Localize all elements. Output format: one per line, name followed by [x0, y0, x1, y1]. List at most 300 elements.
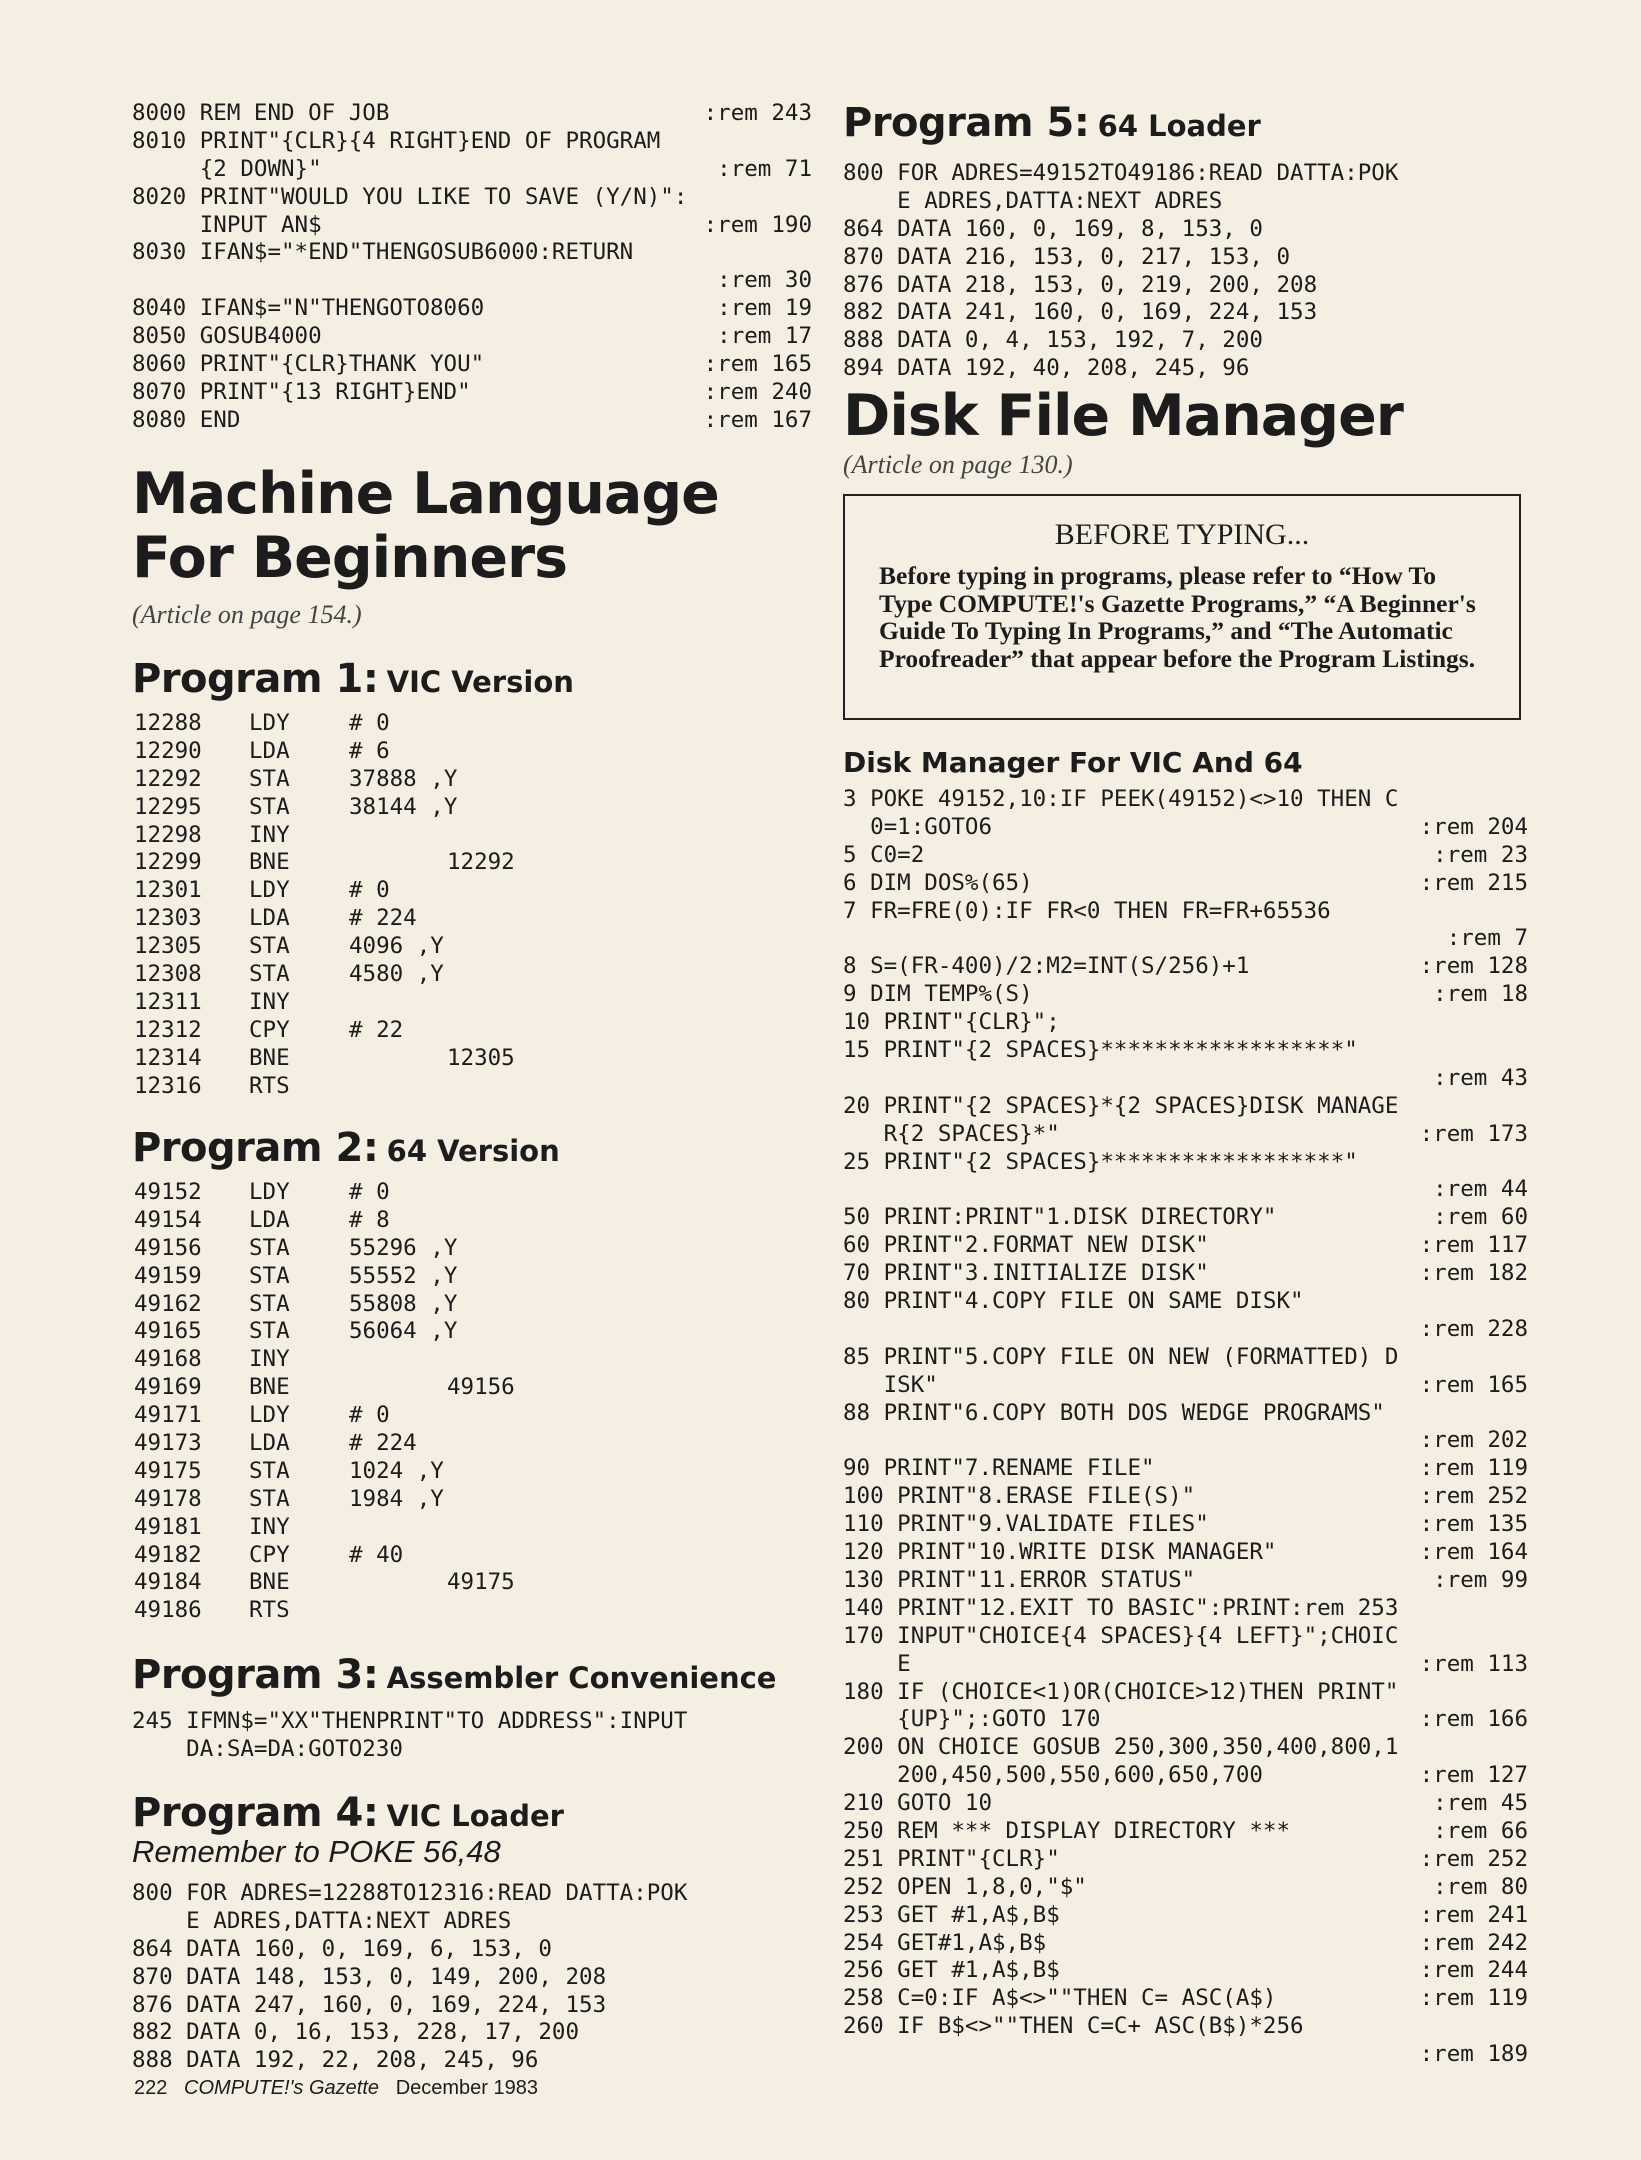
asm-opcode: STA — [249, 1234, 290, 1261]
code-line: DA:SA=DA:GOTO230 — [132, 1735, 403, 1762]
article-title-dfm: Disk File Manager — [843, 383, 1403, 449]
program5-title: 64 Loader — [1097, 109, 1261, 143]
code-text: 251 PRINT"{CLR}" — [843, 1845, 1060, 1872]
asm-opcode: LDA — [249, 1430, 290, 1457]
asm-address: 12290 — [134, 737, 202, 764]
code-line — [843, 1957, 1528, 1985]
asm-operand: # 0 — [349, 1402, 390, 1429]
code-line — [843, 1567, 1528, 1595]
code-line — [132, 128, 812, 156]
asm-operand: # 224 — [349, 905, 417, 932]
code-line — [843, 842, 1528, 870]
asm-opcode: STA — [249, 961, 290, 988]
code-text: 170 INPUT"CHOICE{4 SPACES}{4 LEFT}";CHOIC — [843, 1622, 1399, 1649]
asm-opcode: STA — [249, 793, 290, 820]
code-line: 876 DATA 247, 160, 0, 169, 224, 153 — [132, 1991, 607, 2018]
code-text: 210 GOTO 10 — [843, 1790, 993, 1817]
code-text: 8080 END — [132, 406, 241, 433]
code-line — [843, 1651, 1528, 1679]
asm-opcode: CPY — [249, 1541, 290, 1568]
code-text: 100 PRINT"8.ERASE FILE(S)" — [843, 1483, 1196, 1510]
asm-row — [132, 1542, 612, 1570]
code-text: 50 PRINT:PRINT"1.DISK DIRECTORY" — [843, 1204, 1277, 1231]
asm-address: 49165 — [134, 1318, 202, 1345]
asm-address: 12312 — [134, 1016, 202, 1043]
asm-row — [132, 1291, 612, 1319]
rem-checksum: :rem 127 — [1419, 1762, 1528, 1789]
rem-checksum: :rem 113 — [1419, 1650, 1528, 1677]
asm-row — [132, 1207, 612, 1235]
rem-checksum: :rem 252 — [1419, 1483, 1528, 1510]
code-text: 80 PRINT"4.COPY FILE ON SAME DISK" — [843, 1288, 1304, 1315]
code-text: 70 PRINT"3.INITIALIZE DISK" — [843, 1260, 1209, 1287]
asm-opcode: STA — [249, 765, 290, 792]
asm-row — [132, 766, 612, 794]
code-line: 800 FOR ADRES=12288TO12316:READ DATTA:POK — [132, 1880, 688, 1906]
code-line — [843, 1985, 1528, 2013]
rem-checksum: :rem 45 — [1433, 1790, 1528, 1817]
program1-number: Program 1: — [132, 656, 379, 702]
asm-row — [132, 961, 612, 989]
asm-address: 49154 — [134, 1206, 202, 1233]
code-line — [843, 1176, 1528, 1204]
asm-opcode: RTS — [249, 1072, 290, 1099]
rem-checksum: :rem 242 — [1419, 1929, 1528, 1956]
code-line — [843, 898, 1528, 926]
code-line — [843, 870, 1528, 898]
asm-address: 49184 — [134, 1569, 202, 1596]
code-line: 870 DATA 216, 153, 0, 217, 153, 0 — [843, 243, 1291, 270]
code-text: 60 PRINT"2.FORMAT NEW DISK" — [843, 1232, 1209, 1259]
asm-operand: # 224 — [349, 1430, 417, 1457]
program1-listing — [132, 710, 612, 1100]
rem-checksum: :rem 44 — [1433, 1176, 1528, 1203]
code-text: {UP}";:GOTO 170 — [843, 1706, 1101, 1733]
code-line — [843, 1400, 1528, 1428]
program3-heading — [132, 1652, 776, 1698]
rem-checksum: :rem 60 — [1433, 1204, 1528, 1231]
code-text: 3 POKE 49152,10:IF PEEK(49152)<>10 THEN C — [843, 786, 1399, 812]
asm-row — [132, 933, 612, 961]
asm-row — [132, 1597, 612, 1625]
code-text: 20 PRINT"{2 SPACES}*{2 SPACES}DISK MANAGE — [843, 1092, 1399, 1119]
asm-opcode: STA — [249, 1457, 290, 1484]
asm-opcode: INY — [249, 988, 290, 1015]
asm-address: 12314 — [134, 1044, 202, 1071]
asm-address: 12298 — [134, 821, 202, 848]
code-text: 130 PRINT"11.ERROR STATUS" — [843, 1566, 1196, 1593]
code-line — [843, 1316, 1528, 1344]
code-text: INPUT AN$ — [132, 211, 322, 238]
code-text: E — [843, 1650, 911, 1677]
asm-opcode: STA — [249, 1318, 290, 1345]
code-text: 200,450,500,550,600,650,700 — [843, 1762, 1263, 1789]
program4-title: VIC Loader — [386, 1799, 564, 1833]
code-line — [843, 2013, 1528, 2041]
code-line — [843, 1902, 1528, 1930]
code-text: R{2 SPACES}*" — [843, 1120, 1060, 1147]
asm-row — [132, 989, 612, 1017]
asm-operand: 4580 ,Y — [349, 961, 444, 988]
program3-number: Program 3: — [132, 1652, 379, 1698]
code-line — [843, 1232, 1528, 1260]
code-text: 88 PRINT"6.COPY BOTH DOS WEDGE PROGRAMS" — [843, 1399, 1385, 1426]
rem-checksum: :rem 19 — [717, 295, 812, 322]
code-line — [843, 1427, 1528, 1455]
program2-title: 64 Version — [386, 1134, 560, 1168]
code-line — [843, 1149, 1528, 1177]
listing-top — [132, 100, 812, 435]
asm-address: 49162 — [134, 1290, 202, 1317]
program2-number: Program 2: — [132, 1125, 379, 1171]
program3-listing — [132, 1708, 812, 1764]
code-text: 260 IF B$<>""THEN C=C+ ASC(B$)*256 — [843, 2013, 1304, 2040]
program5-heading — [843, 100, 1261, 146]
section-title: Disk Manager For VIC And 64 — [843, 746, 1303, 779]
code-line: E ADRES,DATTA:NEXT ADRES — [843, 187, 1223, 214]
code-line — [843, 1790, 1528, 1818]
code-line — [843, 1818, 1528, 1846]
code-text: 85 PRINT"5.COPY FILE ON NEW (FORMATTED) D — [843, 1343, 1399, 1370]
code-text: 90 PRINT"7.RENAME FILE" — [843, 1455, 1155, 1482]
asm-address: 12292 — [134, 765, 202, 792]
asm-operand: # 40 — [349, 1541, 404, 1568]
asm-opcode: LDY — [249, 1402, 290, 1429]
asm-opcode: LDY — [249, 877, 290, 904]
asm-row — [132, 905, 612, 933]
rem-checksum: :rem 99 — [1433, 1566, 1528, 1593]
asm-operand: 55808 ,Y — [349, 1290, 458, 1317]
code-line — [843, 1455, 1528, 1483]
code-line — [843, 1037, 1528, 1065]
code-line — [843, 1065, 1528, 1093]
asm-opcode: STA — [249, 933, 290, 960]
rem-checksum: :rem 18 — [1433, 981, 1528, 1008]
rem-checksum: :rem 80 — [1433, 1873, 1528, 1900]
asm-address: 49178 — [134, 1485, 202, 1512]
asm-row — [132, 1374, 612, 1402]
asm-opcode: LDA — [249, 905, 290, 932]
asm-row — [132, 794, 612, 822]
box-body: Before typing in programs, please refer to “How To Type COMPUTE!'s Gazette Programs,” “A Beginner's Guide To Typing In Programs,” and “The Automatic Proofreader” that appear before the Program Listings. — [879, 561, 1476, 673]
rem-checksum: :rem 215 — [1419, 869, 1528, 896]
rem-checksum: :rem 7 — [1446, 925, 1528, 952]
asm-address: 12301 — [134, 877, 202, 904]
code-line — [132, 184, 812, 212]
asm-row — [132, 1569, 612, 1597]
code-text: 8020 PRINT"WOULD YOU LIKE TO SAVE (Y/N)": — [132, 183, 688, 210]
asm-operand: 38144 ,Y — [349, 793, 458, 820]
rem-checksum: :rem 252 — [1419, 1845, 1528, 1872]
code-line — [843, 1121, 1528, 1149]
asm-branch-target: 49156 — [447, 1374, 515, 1401]
program4-note: Remember to POKE 56,48 — [132, 1834, 501, 1869]
asm-opcode: LDA — [249, 1206, 290, 1233]
code-line — [132, 407, 812, 435]
code-line — [843, 2041, 1528, 2069]
rem-checksum: :rem 202 — [1419, 1427, 1528, 1454]
asm-operand: 55552 ,Y — [349, 1262, 458, 1289]
asm-branch-target: 49175 — [447, 1569, 515, 1596]
code-line — [843, 1595, 1528, 1623]
code-text: 180 IF (CHOICE<1)OR(CHOICE>12)THEN PRINT" — [843, 1678, 1399, 1705]
code-line — [843, 814, 1528, 842]
asm-row — [132, 1017, 612, 1045]
article-title-ml — [132, 462, 719, 590]
article-title-line-1: Machine Language — [132, 461, 719, 527]
code-line — [843, 1483, 1528, 1511]
code-line: 864 DATA 160, 0, 169, 8, 153, 0 — [843, 215, 1263, 242]
asm-row — [132, 1514, 612, 1542]
code-text: 110 PRINT"9.VALIDATE FILES" — [843, 1511, 1209, 1538]
code-line — [843, 1706, 1528, 1734]
rem-checksum: :rem 240 — [703, 378, 812, 405]
asm-operand: 56064 ,Y — [349, 1318, 458, 1345]
code-text: {2 DOWN}" — [132, 155, 322, 182]
asm-address: 12316 — [134, 1072, 202, 1099]
program5-number: Program 5: — [843, 100, 1090, 146]
code-text: 254 GET#1,A$,B$ — [843, 1929, 1047, 1956]
code-line — [132, 212, 812, 240]
code-line: 882 DATA 241, 160, 0, 169, 224, 153 — [843, 299, 1318, 326]
asm-opcode: BNE — [249, 1374, 290, 1401]
code-text: 8050 GOSUB4000 — [132, 323, 322, 350]
code-line — [843, 1372, 1528, 1400]
rem-checksum: :rem 17 — [717, 323, 812, 350]
program2-heading — [132, 1125, 560, 1171]
asm-operand: 4096 ,Y — [349, 933, 444, 960]
article-note-ml: (Article on page 154.) — [132, 600, 362, 629]
asm-opcode: LDY — [249, 710, 290, 736]
code-line — [843, 1539, 1528, 1567]
asm-row — [132, 877, 612, 905]
asm-row — [132, 1045, 612, 1073]
code-line: E ADRES,DATTA:NEXT ADRES — [132, 1907, 512, 1934]
rem-checksum: :rem 189 — [1419, 2041, 1528, 2068]
rem-checksum: :rem 204 — [1419, 813, 1528, 840]
rem-checksum: :rem 182 — [1419, 1260, 1528, 1287]
code-text: 25 PRINT"{2 SPACES}******************" — [843, 1148, 1358, 1175]
asm-opcode: LDY — [249, 1179, 290, 1205]
asm-address: 49159 — [134, 1262, 202, 1289]
code-line — [132, 156, 812, 184]
asm-branch-target: 12292 — [447, 849, 515, 876]
asm-row — [132, 1263, 612, 1291]
rem-checksum: :rem 190 — [703, 211, 812, 238]
before-typing-box — [843, 494, 1521, 720]
rem-checksum: :rem 135 — [1419, 1511, 1528, 1538]
code-text: 200 ON CHOICE GOSUB 250,300,350,400,800,1 — [843, 1734, 1399, 1761]
asm-row — [132, 822, 612, 850]
code-line — [132, 239, 812, 267]
asm-operand: # 0 — [349, 877, 390, 904]
asm-opcode: LDA — [249, 737, 290, 764]
asm-operand: 37888 ,Y — [349, 765, 458, 792]
rem-checksum: :rem 241 — [1419, 1901, 1528, 1928]
code-text: 258 C=0:IF A$<>""THEN C= ASC(A$) — [843, 1985, 1277, 2012]
asm-operand: # 0 — [349, 1179, 390, 1205]
asm-opcode: BNE — [249, 1569, 290, 1596]
program4-heading — [132, 1790, 564, 1836]
program2-listing — [132, 1179, 612, 1625]
asm-row — [132, 1346, 612, 1374]
code-text: 8060 PRINT"{CLR}THANK YOU" — [132, 351, 485, 378]
code-text: ISK" — [843, 1371, 938, 1398]
asm-address: 49171 — [134, 1402, 202, 1429]
code-text: 256 GET #1,A$,B$ — [843, 1957, 1060, 1984]
code-line — [843, 1623, 1528, 1651]
asm-operand: # 22 — [349, 1016, 404, 1043]
asm-address: 49186 — [134, 1597, 202, 1624]
asm-address: 12311 — [134, 988, 202, 1015]
code-text: 5 C0=2 — [843, 841, 925, 868]
disk-manager-listing — [843, 786, 1528, 2069]
code-line — [843, 953, 1528, 981]
code-line: 800 FOR ADRES=49152TO49186:READ DATTA:POK — [843, 160, 1399, 186]
asm-opcode: INY — [249, 821, 290, 848]
asm-opcode: BNE — [249, 849, 290, 876]
rem-checksum: :rem 164 — [1419, 1539, 1528, 1566]
rem-checksum: :rem 165 — [703, 351, 812, 378]
code-text: 7 FR=FRE(0):IF FR<0 THEN FR=FR+65536 — [843, 897, 1331, 924]
code-line — [843, 1930, 1528, 1958]
rem-checksum: :rem 71 — [717, 155, 812, 182]
code-line: 245 IFMN$="XX"THENPRINT"TO ADDRESS":INPUT — [132, 1708, 688, 1734]
asm-opcode: INY — [249, 1513, 290, 1540]
asm-row — [132, 1402, 612, 1430]
rem-checksum: :rem 119 — [1419, 1985, 1528, 2012]
asm-address: 49182 — [134, 1541, 202, 1568]
box-title: BEFORE TYPING... — [1054, 518, 1310, 551]
asm-operand: # 0 — [349, 710, 390, 736]
program5-listing — [843, 160, 1523, 383]
asm-address: 49175 — [134, 1457, 202, 1484]
code-line — [132, 295, 812, 323]
asm-row — [132, 849, 612, 877]
rem-checksum: :rem 243 — [703, 100, 812, 126]
code-line — [843, 1874, 1528, 1902]
asm-branch-target: 12305 — [447, 1044, 515, 1071]
rem-checksum: :rem 167 — [703, 406, 812, 433]
asm-row — [132, 738, 612, 766]
code-line — [843, 1679, 1528, 1707]
code-text: 15 PRINT"{2 SPACES}******************" — [843, 1037, 1358, 1064]
asm-address: 49152 — [134, 1179, 202, 1205]
program1-heading — [132, 656, 574, 702]
code-line — [132, 323, 812, 351]
rem-checksum: :rem 173 — [1419, 1120, 1528, 1147]
code-line — [843, 1009, 1528, 1037]
asm-address: 49181 — [134, 1513, 202, 1540]
rem-checksum: :rem 228 — [1419, 1315, 1528, 1342]
asm-operand: 1984 ,Y — [349, 1485, 444, 1512]
code-line — [843, 981, 1528, 1009]
rem-checksum: :rem 30 — [717, 267, 812, 294]
asm-row — [132, 1073, 612, 1101]
rem-checksum: :rem 23 — [1433, 841, 1528, 868]
code-text: 9 DIM TEMP%(S) — [843, 981, 1033, 1008]
code-line: 876 DATA 218, 153, 0, 219, 200, 208 — [843, 271, 1318, 298]
code-line — [843, 925, 1528, 953]
code-text: 140 PRINT"12.EXIT TO BASIC":PRINT:rem 253 — [843, 1594, 1399, 1621]
page-footer — [134, 2077, 538, 2100]
code-line — [843, 1344, 1528, 1372]
code-line — [132, 379, 812, 407]
asm-opcode: STA — [249, 1485, 290, 1512]
code-line: 882 DATA 0, 16, 153, 228, 17, 200 — [132, 2019, 580, 2046]
asm-row — [132, 1458, 612, 1486]
footer-magazine: COMPUTE!'s Gazette — [184, 2077, 380, 2099]
rem-checksum: :rem 244 — [1419, 1957, 1528, 1984]
code-line: 888 DATA 192, 22, 208, 245, 96 — [132, 2047, 539, 2074]
code-text: 8040 IFAN$="N"THENGOTO8060 — [132, 295, 485, 322]
asm-operand: # 8 — [349, 1206, 390, 1233]
code-text: 8 S=(FR-400)/2:M2=INT(S/256)+1 — [843, 953, 1250, 980]
asm-row — [132, 1430, 612, 1458]
asm-address: 12308 — [134, 961, 202, 988]
asm-address: 49168 — [134, 1346, 202, 1373]
code-line — [843, 786, 1528, 814]
code-text: 8030 IFAN$="*END"THENGOSUB6000:RETURN — [132, 239, 634, 266]
asm-operand: # 6 — [349, 737, 390, 764]
asm-address: 49156 — [134, 1234, 202, 1261]
asm-address: 12303 — [134, 905, 202, 932]
program3-title: Assembler Convenience — [386, 1661, 777, 1695]
article-note-dfm: (Article on page 130.) — [843, 450, 1073, 479]
program1-title: VIC Version — [386, 665, 574, 699]
code-line — [843, 1846, 1528, 1874]
code-line — [843, 1093, 1528, 1121]
asm-row — [132, 1318, 612, 1346]
asm-opcode: RTS — [249, 1597, 290, 1624]
article-title-line-2: For Beginners — [132, 525, 568, 591]
code-line: 894 DATA 192, 40, 208, 245, 96 — [843, 355, 1250, 382]
code-text: 252 OPEN 1,8,0,"$" — [843, 1873, 1087, 1900]
asm-row — [132, 710, 612, 738]
asm-address: 12299 — [134, 849, 202, 876]
footer-page-number: 222 — [134, 2077, 168, 2099]
code-text: 250 REM *** DISPLAY DIRECTORY *** — [843, 1817, 1291, 1844]
asm-address: 12305 — [134, 933, 202, 960]
rem-checksum: :rem 128 — [1419, 953, 1528, 980]
rem-checksum: :rem 165 — [1419, 1371, 1528, 1398]
code-text: 6 DIM DOS%(65) — [843, 869, 1033, 896]
code-line — [132, 100, 812, 128]
code-line — [132, 267, 812, 295]
code-line — [843, 1288, 1528, 1316]
program4-number: Program 4: — [132, 1790, 379, 1836]
code-line: 888 DATA 0, 4, 153, 192, 7, 200 — [843, 327, 1263, 354]
code-text: 8070 PRINT"{13 RIGHT}END" — [132, 378, 471, 405]
code-text: 120 PRINT"10.WRITE DISK MANAGER" — [843, 1539, 1277, 1566]
asm-operand: 55296 ,Y — [349, 1234, 458, 1261]
asm-row — [132, 1179, 612, 1207]
asm-operand: 1024 ,Y — [349, 1457, 444, 1484]
code-text: 0=1:GOTO6 — [843, 813, 993, 840]
code-text: 10 PRINT"{CLR}"; — [843, 1009, 1060, 1036]
footer-date: December 1983 — [395, 2077, 539, 2099]
asm-opcode: CPY — [249, 1016, 290, 1043]
asm-row — [132, 1486, 612, 1514]
code-line — [843, 1734, 1528, 1762]
program4-listing — [132, 1880, 812, 2075]
asm-opcode: BNE — [249, 1044, 290, 1071]
rem-checksum: :rem 119 — [1419, 1455, 1528, 1482]
code-line — [132, 351, 812, 379]
rem-checksum: :rem 43 — [1433, 1064, 1528, 1091]
asm-address: 49173 — [134, 1430, 202, 1457]
rem-checksum: :rem 117 — [1419, 1232, 1528, 1259]
